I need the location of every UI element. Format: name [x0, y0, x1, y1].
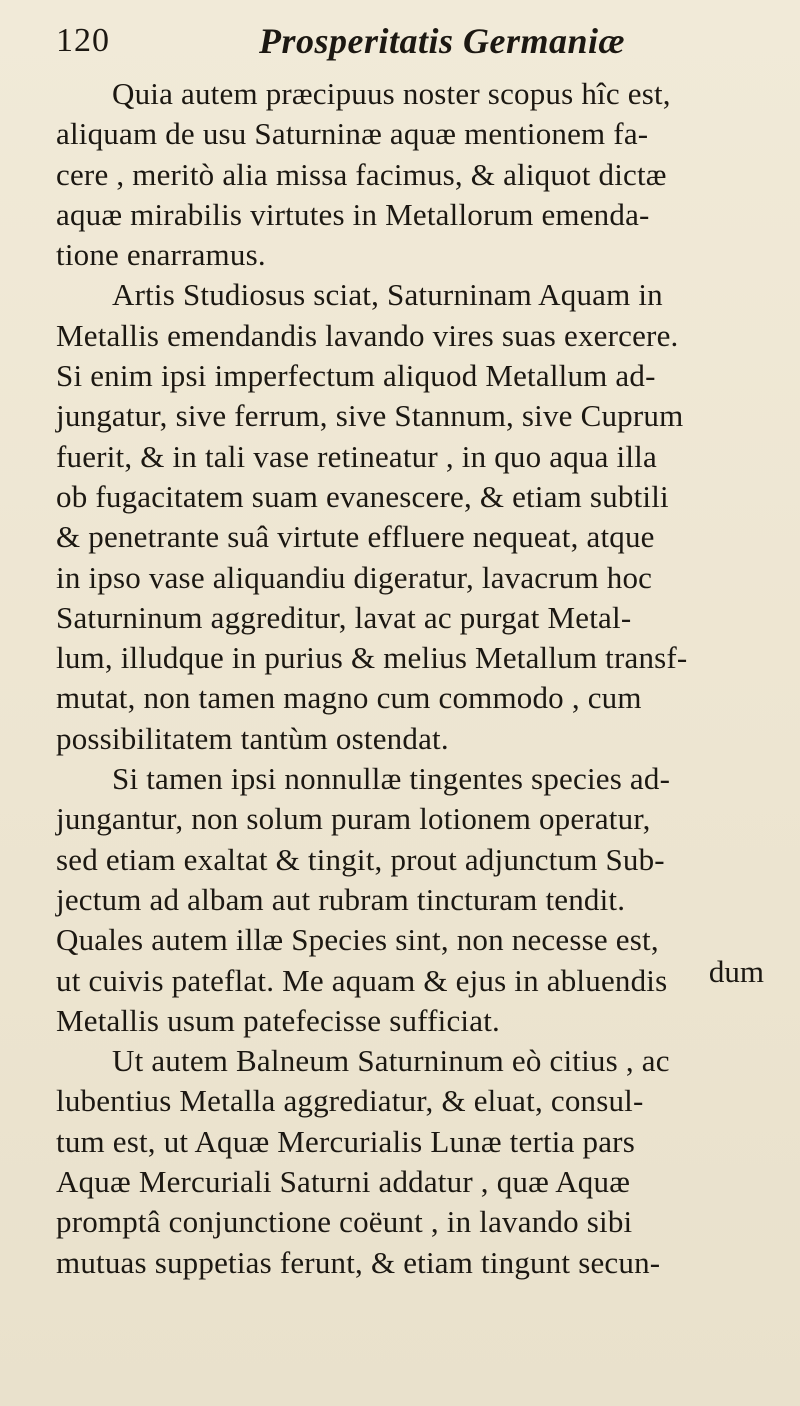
text-line: mutuas suppetias ferunt, & etiam tingunt secun-: [56, 1244, 661, 1280]
text-line: lum, illudque in purius & melius Metallum transf-: [56, 640, 688, 676]
page-header: [56, 18, 746, 70]
text-line: Quales autem illæ Species sint, non necesse est,: [56, 922, 659, 958]
text-line: Saturninum aggreditur, lavat ac purgat Metal-: [56, 599, 632, 635]
paragraph-4: [56, 1041, 766, 1283]
text-line: tione enarramus.: [56, 237, 266, 273]
text-line: Si enim ipsi imperfectum aliquod Metallum ad-: [56, 358, 656, 394]
catchword: dum: [708, 954, 764, 989]
text-line: Metallis usum patefecisse sufficiat.: [56, 1002, 500, 1038]
text-line: jungatur, sive ferrum, sive Stannum, sive Cuprum: [56, 398, 684, 434]
paragraph-2: [56, 275, 766, 759]
text-line: mutat, non tamen magno cum commodo , cum: [56, 680, 642, 716]
paragraph-3: [56, 759, 766, 1041]
running-title: Prosperitatis Germaniæ: [259, 21, 626, 61]
text-line: ob fugacitatem suam evanescere, & etiam subtili: [56, 478, 669, 514]
text-line: & penetrante suâ virtute effluere nequeat, atque: [56, 519, 655, 555]
text-line: jungantur, non solum puram lotionem operatur,: [56, 801, 651, 837]
page-number: 120: [56, 22, 110, 59]
text-line: ut cuivis pateflat. Me aquam & ejus in abluendis: [56, 962, 668, 998]
text-line: aquæ mirabilis virtutes in Metallorum emenda-: [56, 196, 650, 232]
text-line: possibilitatem tantùm ostendat.: [56, 720, 449, 756]
text-line: tum est, ut Aquæ Mercurialis Lunæ tertia pars: [56, 1123, 635, 1159]
text-line: Aquæ Mercuriali Saturni addatur , quæ Aquæ: [56, 1164, 631, 1200]
text-line: Si tamen ipsi nonnullæ tingentes species ad-: [112, 761, 671, 797]
text-line: lubentius Metalla aggrediatur, & eluat, consul-: [56, 1083, 644, 1119]
body-text: [56, 74, 766, 1283]
text-line: in ipso vase aliquandiu digeratur, lavacrum hoc: [56, 559, 653, 595]
text-line: Quia autem præcipuus noster scopus hîc est,: [112, 76, 671, 111]
text-line: fuerit, & in tali vase retineatur , in quo aqua illa: [56, 438, 657, 474]
text-line: cere , meritò alia missa facimus, & aliquot dictæ: [56, 156, 667, 192]
text-line: Artis Studiosus sciat, Saturninam Aquam in: [112, 277, 663, 313]
text-line: aliquam de usu Saturninæ aquæ mentionem fa-: [56, 116, 649, 152]
text-line: jectum ad albam aut rubram tincturam tendit.: [56, 881, 626, 917]
text-line: sed etiam exaltat & tingit, prout adjunctum Sub-: [56, 841, 665, 877]
paragraph-1: [56, 74, 766, 275]
text-line: Metallis emendandis lavando vires suas exercere.: [56, 317, 679, 353]
text-line: promptâ conjunctione coëunt , in lavando sibi: [56, 1204, 633, 1240]
text-line: Ut autem Balneum Saturninum eò citius , ac: [112, 1043, 670, 1079]
